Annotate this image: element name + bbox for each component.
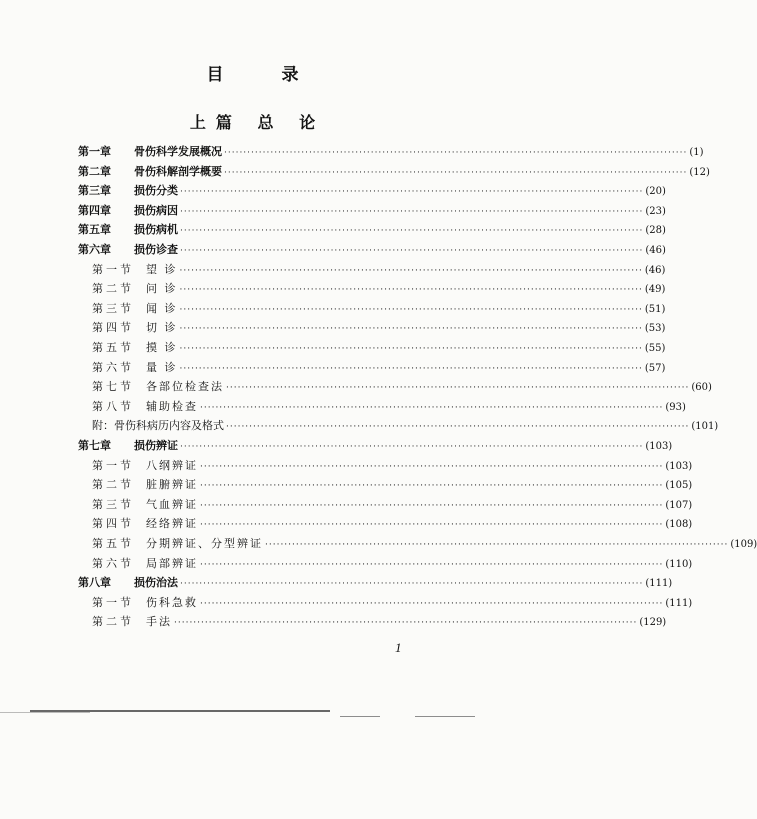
leader-dots: ························································································································ xyxy=(200,520,664,531)
toc-entry xyxy=(92,378,712,396)
toc-entry-page: (101) xyxy=(691,421,719,433)
toc-entry-title: 损伤诊查 xyxy=(134,243,178,256)
toc-entry-title: 量 诊 xyxy=(146,360,178,374)
toc-entry-number: 第七章 xyxy=(78,439,111,452)
leader-dots: ························································································································ xyxy=(179,265,643,276)
toc-entry xyxy=(92,359,666,377)
toc-entry-title: 问 诊 xyxy=(146,282,178,296)
toc-entry-title: 各部位检查法 xyxy=(146,380,224,394)
toc-entry xyxy=(92,613,667,631)
toc-entry-number: 第二节 xyxy=(92,478,134,492)
toc-entry-title: 损伤辨证 xyxy=(134,439,178,452)
toc-entry-page: (46) xyxy=(645,245,666,256)
toc-entry-page: (53) xyxy=(644,323,666,335)
toc-entry-number: 第二节 xyxy=(92,615,134,629)
toc-entry-title: 附：骨伤科病历内容及格式 xyxy=(92,419,224,433)
toc-entry-page: (23) xyxy=(645,205,666,217)
leader-dots: ························································································································ xyxy=(200,402,664,413)
toc-entry-page: (110) xyxy=(665,558,693,570)
leader-dots: ························································································································ xyxy=(180,579,644,590)
toc-entry-page: (103) xyxy=(665,460,693,472)
toc-entry xyxy=(92,476,693,494)
toc-entry xyxy=(78,437,673,455)
leader-dots: ························································································································ xyxy=(179,324,643,335)
toc-entry-page: (103) xyxy=(645,441,673,452)
toc-entry-page: (93) xyxy=(665,401,686,413)
toc-entry-number: 第一章 xyxy=(78,145,111,158)
toc-entry-title: 闻 诊 xyxy=(146,301,178,315)
toc-entry-title: 损伤治法 xyxy=(134,576,178,590)
toc-entry-number: 第四节 xyxy=(92,517,134,531)
scan-line xyxy=(30,710,330,712)
page-number: 1 xyxy=(395,640,402,655)
toc-entry-page: (57) xyxy=(644,362,666,374)
toc-entry-title: 损伤分类 xyxy=(134,184,178,198)
toc-entry-number: 第二章 xyxy=(78,164,111,178)
toc-entry-title: 分期辨证、分型辨证 xyxy=(146,537,263,550)
leader-dots: ························································································································ xyxy=(200,559,664,570)
toc-entry xyxy=(78,202,666,220)
toc-entry-number: 第二节 xyxy=(92,282,134,296)
toc-entry-number: 第六章 xyxy=(78,243,111,256)
toc-entry-page: (129) xyxy=(639,617,667,629)
leader-dots: ························································································································ xyxy=(224,148,688,158)
toc-entry-title: 手法 xyxy=(146,615,172,629)
toc-entry-page: (111) xyxy=(665,597,693,609)
toc-entry-page: (51) xyxy=(644,303,666,315)
toc-entry-title: 伤科急救 xyxy=(146,595,198,609)
toc-entry-number: 第四节 xyxy=(92,321,134,335)
toc-entry-number: 第五章 xyxy=(78,223,111,237)
toc-entry xyxy=(92,515,693,533)
part-title: 上篇 总 论 xyxy=(189,113,326,132)
leader-dots: ························································································································ xyxy=(179,285,643,296)
leader-dots: ························································································································ xyxy=(180,187,644,198)
toc-entry-title: 摸 诊 xyxy=(146,341,178,354)
toc-entry-title: 辅助检查 xyxy=(146,399,198,413)
toc-entry-title: 气血辨证 xyxy=(146,497,198,511)
toc-entry-page: (109) xyxy=(730,539,757,550)
leader-dots: ························································································································ xyxy=(200,500,664,511)
toc-entry-page: (20) xyxy=(645,186,666,198)
leader-dots: ························································································································ xyxy=(174,618,638,629)
leader-dots: ························································································································ xyxy=(180,226,644,237)
leader-dots: ························································································································ xyxy=(179,344,643,354)
toc-entry-number: 第六节 xyxy=(92,360,134,374)
toc-entry-title: 损伤病因 xyxy=(134,203,178,217)
toc-entry-number: 第四章 xyxy=(78,203,111,217)
toc-entry xyxy=(78,241,666,259)
leader-dots: ························································································································ xyxy=(226,383,690,394)
toc-entry xyxy=(92,300,666,318)
toc-entry-page: (60) xyxy=(691,382,712,394)
toc-entry-title: 八纲辨证 xyxy=(146,458,198,472)
toc-entry-page: (49) xyxy=(644,284,666,296)
leader-dots: ························································································································ xyxy=(180,206,644,217)
toc-entry xyxy=(92,457,693,475)
toc-entry xyxy=(92,280,666,298)
scan-line xyxy=(415,716,475,717)
scan-line xyxy=(0,712,90,713)
toc-entry-page: (12) xyxy=(689,166,710,178)
toc-entry-number: 第一节 xyxy=(92,262,134,276)
toc-entry-number: 第三节 xyxy=(92,301,134,315)
toc-entry xyxy=(92,319,666,337)
toc-entry xyxy=(92,339,666,357)
leader-dots: ························································································································ xyxy=(226,422,690,433)
leader-dots: ························································································································ xyxy=(179,304,643,315)
leader-dots: ························································································································ xyxy=(180,442,644,452)
page-title: 目 录 xyxy=(206,65,325,85)
toc-entry-number: 第三节 xyxy=(92,497,134,511)
toc-entry xyxy=(78,574,673,592)
toc-entry-page: (107) xyxy=(665,499,693,511)
toc-entry-number: 第五节 xyxy=(92,537,134,550)
leader-dots: ························································································································ xyxy=(180,246,644,256)
leader-dots: ························································································································ xyxy=(200,598,664,609)
toc-entry-page: (1) xyxy=(689,147,704,158)
leader-dots: ························································································································ xyxy=(200,461,664,472)
toc-entry-number: 第一节 xyxy=(92,458,134,472)
leader-dots: ························································································································ xyxy=(200,481,664,492)
toc-entry-page: (105) xyxy=(665,480,693,492)
toc-entry xyxy=(78,143,704,161)
toc-entry xyxy=(92,535,757,553)
toc-entry xyxy=(92,417,719,435)
toc-entry xyxy=(92,398,686,416)
leader-dots: ························································································································ xyxy=(179,363,643,374)
toc-entry-page: (108) xyxy=(665,519,693,531)
toc-entry-title: 望 诊 xyxy=(146,262,178,276)
toc-entry xyxy=(78,221,666,239)
scan-line xyxy=(340,716,380,717)
toc-entry xyxy=(78,182,666,200)
toc-entry-page: (46) xyxy=(644,264,666,276)
toc-entry-title: 骨伤科解剖学概要 xyxy=(134,164,222,178)
toc-entry-number: 第五节 xyxy=(92,341,134,354)
toc-entry xyxy=(92,594,693,612)
toc-entry xyxy=(92,496,693,514)
toc-entry xyxy=(92,555,693,573)
toc-entry-title: 局部辨证 xyxy=(146,556,198,570)
leader-dots: ························································································································ xyxy=(265,540,729,550)
toc-entry xyxy=(92,261,666,279)
toc-entry-title: 脏腑辨证 xyxy=(146,478,198,492)
toc-entry-page: (55) xyxy=(644,343,666,354)
toc-entry-title: 骨伤科学发展概况 xyxy=(134,145,222,158)
toc-entry-number: 第八章 xyxy=(78,576,111,590)
toc-entry-number: 第一节 xyxy=(92,595,134,609)
toc-entry-number: 第八节 xyxy=(92,399,134,413)
toc-entry-page: (28) xyxy=(645,225,666,237)
leader-dots: ························································································································ xyxy=(224,167,688,178)
toc-entry-title: 经络辨证 xyxy=(146,517,198,531)
toc-entry-title: 切 诊 xyxy=(146,321,178,335)
toc-entry xyxy=(78,163,710,181)
toc-entry-title: 损伤病机 xyxy=(134,223,178,237)
toc-entry-number: 第六节 xyxy=(92,556,134,570)
toc-entry-page: (111) xyxy=(645,578,673,590)
toc-entry-number: 第七节 xyxy=(92,380,134,394)
toc-entry-number: 第三章 xyxy=(78,184,111,198)
